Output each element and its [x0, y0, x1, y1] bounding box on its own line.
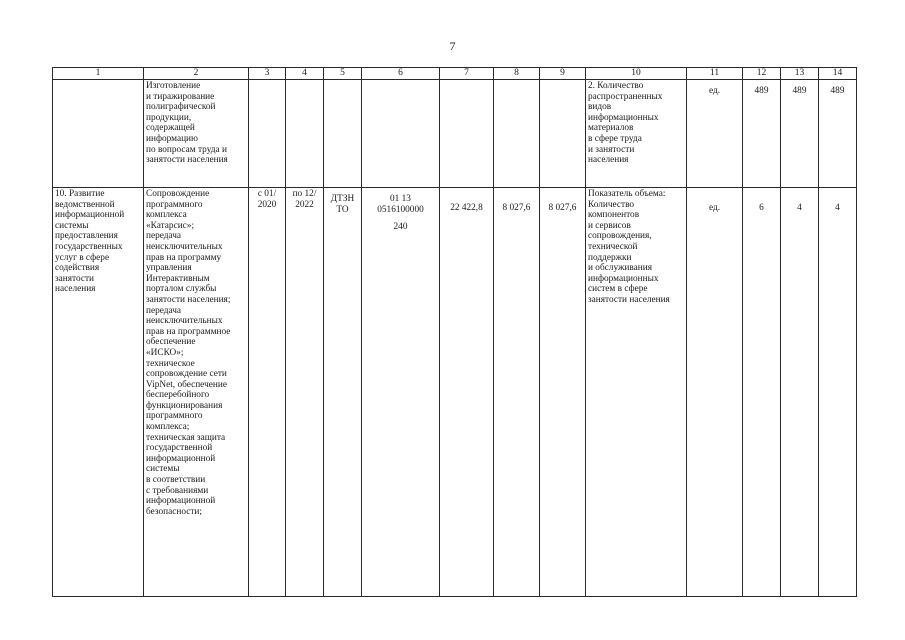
text-line: прав на программное: [146, 326, 231, 337]
text-line: 0516100000: [377, 204, 424, 215]
text-line: в соответствии: [146, 475, 206, 486]
text-line: по 12/: [292, 189, 317, 199]
text-line: системы: [146, 464, 180, 475]
text-line: прав на программу: [146, 252, 222, 263]
row2-value-cell: 4: [819, 188, 857, 597]
text-line: информационной: [146, 453, 216, 464]
header-cell: 9: [540, 68, 586, 80]
row1-amount-cell: [494, 80, 540, 188]
row2-objective-cell: [53, 188, 144, 597]
row2-total-cell: 22 422,8: [440, 188, 494, 597]
text-line: сопровождения,: [588, 231, 652, 242]
text-line: программного: [146, 199, 203, 210]
text-line: Количество: [588, 199, 635, 210]
text-line: ДТЗН: [330, 194, 355, 204]
text-line: систем в сфере: [588, 284, 648, 295]
row1-amount-cell: [540, 80, 586, 188]
text-line: передача: [146, 305, 182, 316]
header-cell: 14: [819, 68, 857, 80]
row2-value-cell: 6: [743, 188, 781, 597]
text-line: по вопросам труда и: [146, 144, 227, 155]
text-line: поддержки: [588, 252, 632, 263]
header-cell: 3: [249, 68, 286, 80]
text-line: неисключительных: [146, 316, 223, 327]
header-cell: 8: [494, 68, 540, 80]
row2-amount-cell: 8 027,6: [494, 188, 540, 597]
text-line: 01 13: [390, 194, 411, 204]
column-number-row: [53, 68, 857, 80]
text-line: передача: [146, 231, 182, 242]
text-line: техническое: [146, 358, 195, 369]
header-cell: 4: [286, 68, 324, 80]
text-line: содействия: [55, 263, 100, 274]
text-line: управления: [146, 263, 192, 274]
text-line: 2020: [257, 199, 277, 210]
text-line: неисключительных: [146, 241, 223, 252]
row1-value-cell: 489: [781, 80, 819, 188]
page-number: 7: [449, 39, 456, 53]
text-line: информационных: [588, 112, 659, 123]
row1-indicator-cell: [586, 80, 687, 188]
text-line: 240: [393, 222, 408, 233]
text-line: населения: [588, 155, 629, 166]
table-row: [53, 188, 857, 597]
row2-end-cell: [286, 188, 324, 597]
header-cell: 5: [324, 68, 362, 80]
text-line: VipNet, обеспечение: [146, 379, 227, 390]
text-line: с 01/: [257, 189, 277, 199]
text-line: полиграфической: [146, 102, 216, 113]
text-line: 10. Развитие: [55, 189, 105, 199]
text-line: и занятости: [588, 144, 635, 155]
text-line: и сервисов: [588, 220, 631, 231]
row1-value-cell: 489: [819, 80, 857, 188]
text-line: с требованиями: [146, 485, 209, 496]
text-line: информационной: [55, 210, 125, 221]
row1-total-cell: [440, 80, 494, 188]
text-line: функционирования: [146, 400, 223, 411]
text-line: занятости населения: [146, 155, 228, 166]
row2-unit-cell: ед.: [687, 188, 743, 597]
text-line: и обслуживания: [588, 263, 652, 274]
row1-end-cell: [286, 80, 324, 188]
header-cell: 2: [144, 68, 249, 80]
text-line: безопасности;: [146, 506, 202, 517]
text-line: продукции,: [146, 112, 192, 123]
text-line: занятости: [55, 273, 95, 284]
row2-activity-cell: [144, 188, 249, 597]
text-line: Изготовление: [146, 81, 201, 91]
row1-unit-cell: ед.: [687, 80, 743, 188]
header-cell: 12: [743, 68, 781, 80]
header-cell: 10: [586, 68, 687, 80]
text-line: технической: [588, 241, 638, 252]
row2-amount-cell: 8 027,6: [540, 188, 586, 597]
header-cell: 7: [440, 68, 494, 80]
text-line: «ИСКО»;: [146, 347, 184, 358]
text-line: занятости населения;: [146, 294, 231, 305]
text-line: в сфере труда: [588, 133, 642, 144]
table-row: [53, 80, 857, 188]
text-line: материалов: [588, 123, 634, 134]
text-line: предоставления: [55, 231, 118, 242]
text-line: «Катарсис»;: [146, 220, 195, 231]
text-line: ТО: [336, 204, 349, 215]
row2-code-cell: [362, 188, 440, 597]
text-line: занятости населения: [588, 294, 670, 305]
text-line: услуг в сфере: [55, 252, 110, 263]
row1-value-cell: 489: [743, 80, 781, 188]
text-line: компонентов: [588, 210, 640, 221]
text-line: 2022: [295, 199, 314, 210]
text-line: сопровождение сети: [146, 369, 227, 380]
text-line: информационной: [146, 496, 216, 507]
text-line: Показатель объема:: [588, 189, 666, 199]
header-cell: 11: [687, 68, 743, 80]
text-line: 2. Количество: [588, 81, 644, 91]
row1-executor-cell: [324, 80, 362, 188]
row1-code-cell: [362, 80, 440, 188]
text-line: государственной: [146, 443, 213, 454]
text-line: техническая защита: [146, 432, 226, 443]
text-line: государственных: [55, 241, 123, 252]
text-line: обеспечение: [146, 337, 196, 348]
header-cell: 1: [53, 68, 144, 80]
row1-start-cell: [249, 80, 286, 188]
row2-executor-cell: [324, 188, 362, 597]
text-line: видов: [588, 102, 612, 113]
header-cell: 6: [362, 68, 440, 80]
row2-value-cell: 4: [781, 188, 819, 597]
text-line: содержащей: [146, 123, 195, 134]
header-cell: 13: [781, 68, 819, 80]
text-line: комплекса: [146, 210, 187, 221]
text-line: и тиражирование: [146, 91, 215, 102]
text-line: Сопровождение: [146, 189, 210, 199]
text-line: информационных: [588, 273, 659, 284]
text-line: программного: [146, 411, 203, 422]
text-line: распространенных: [588, 91, 663, 102]
row2-start-cell: [249, 188, 286, 597]
text-line: системы: [55, 220, 89, 231]
text-line: информацию: [146, 133, 198, 144]
activities-table: [52, 67, 857, 597]
row1-objective-cell: [53, 80, 144, 188]
text-line: бесперебойного: [146, 390, 210, 401]
text-line: Интерактивным: [146, 273, 210, 284]
row2-indicator-cell: [586, 188, 687, 597]
text-line: ведомственной: [55, 199, 115, 210]
row1-activity-cell: [144, 80, 249, 188]
text-line: порталом службы: [146, 284, 217, 295]
text-line: населения: [55, 284, 96, 295]
text-line: комплекса;: [146, 422, 190, 433]
